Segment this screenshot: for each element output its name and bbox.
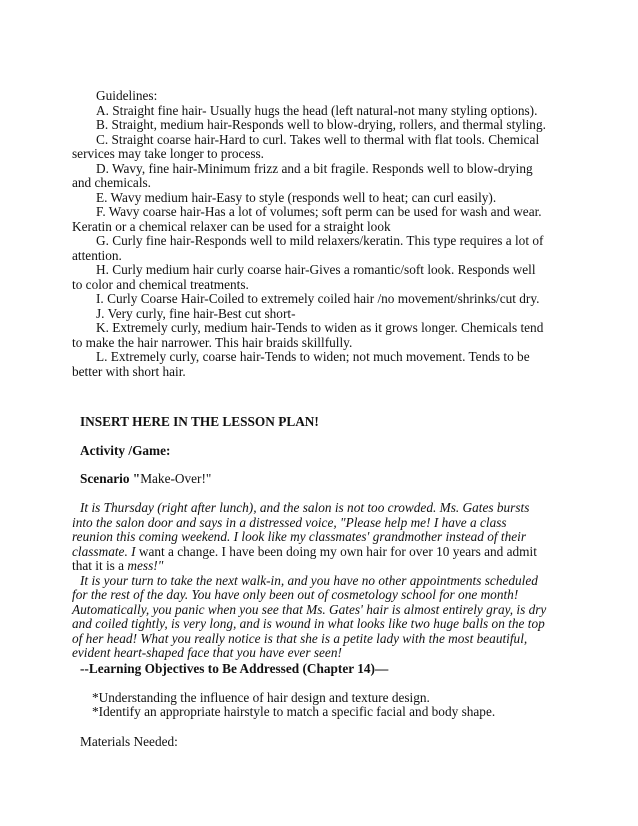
guideline-item-k: K. Extremely curly, medium hair-Tends to widen as it grows longer. Chemicals tend to make the hair narrower. This hair braids skillfully. bbox=[72, 320, 544, 350]
scenario-body bbox=[72, 501, 548, 661]
activity-heading: Activity /Game: bbox=[80, 443, 171, 458]
materials-heading: Materials Needed: bbox=[80, 734, 178, 749]
objective-item-1: *Understanding the influence of hair design and texture design. bbox=[92, 689, 430, 705]
guideline-item-a: A. Straight fine hair- Usually hugs the head (left natural-not many styling options). bbox=[96, 102, 538, 118]
guideline-item-b: B. Straight, medium hair-Responds well to blow-drying, rollers, and thermal styling. bbox=[96, 117, 546, 132]
scenario-paragraph-2: It is your turn to take the next walk-in, and you have no other appointments scheduled for the rest of the day. You have only been out of cosmetology school for one month! Automatically, you panic when you see that Ms. Gates' hair is almost entirely gray, is dry and coiled tightly, is very long, and is wound in what looks like two huge balls on the top of her head! What you really notice is that she is a petite lady with the most beautiful, evident heart-shaped face that you have ever seen! bbox=[72, 572, 547, 660]
guideline-item-i: I. Curly Coarse Hair-Coiled to extremely coiled hair /no movement/shrinks/cut dry. bbox=[96, 291, 540, 306]
guideline-item-h: H. Curly medium hair curly coarse hair-Gives a romantic/soft look. Responds well to color and chemical treatments. bbox=[72, 262, 536, 292]
guideline-item-f: F. Wavy coarse hair-Has a lot of volumes; soft perm can be used for wash and wear. Keratin or a chemical relaxer can be used for a straight look bbox=[72, 204, 542, 234]
activity-block bbox=[72, 444, 548, 459]
guidelines-section bbox=[72, 89, 548, 379]
scenario-heading bbox=[72, 472, 548, 487]
insert-note: INSERT HERE IN THE LESSON PLAN! bbox=[80, 414, 319, 429]
scenario-title: Make-Over!" bbox=[140, 471, 212, 486]
guideline-item-l: L. Extremely curly, coarse hair-Tends to widen; not much movement. Tends to be better with short hair. bbox=[72, 349, 530, 379]
insert-note-block bbox=[72, 415, 548, 430]
scenario-paragraph-1-normal: want a change. I have been doing my own hair for over 10 years and admit that it is a bbox=[72, 543, 537, 573]
scenario-paragraph-1-end: mess!" bbox=[127, 558, 164, 573]
guideline-item-c: C. Straight coarse hair-Hard to curl. Takes well to thermal with flat tools. Chemical services may take longer to process. bbox=[72, 131, 540, 161]
guideline-item-j: J. Very curly, fine hair-Best cut short- bbox=[96, 305, 296, 321]
scenario-heading-block bbox=[72, 472, 548, 487]
scenario-paragraph-1-italic: It is Thursday (right after lunch), and the salon is not too crowded. Ms. Gates bursts into the salon door and says in a distressed voice, "Please help me! I have a class reunion this coming weekend. I look like my classmates' grandmother instead of their classmate. I bbox=[72, 500, 530, 559]
objectives-section bbox=[72, 662, 548, 720]
materials-block bbox=[72, 735, 548, 750]
guideline-item-g: G. Curly fine hair-Responds well to mild relaxers/keratin. This type requires a lot of attention. bbox=[72, 233, 544, 263]
scenario-paragraph-1 bbox=[72, 501, 548, 574]
objective-item-2: *Identify an appropriate hairstyle to match a specific facial and body shape. bbox=[92, 704, 496, 719]
scenario-label: Scenario " bbox=[80, 471, 141, 486]
guidelines-heading: Guidelines: bbox=[96, 88, 158, 103]
guideline-item-d: D. Wavy, fine hair-Minimum frizz and a bit fragile. Responds well to blow-drying and chemicals. bbox=[72, 160, 533, 190]
guideline-item-e: E. Wavy medium hair-Easy to style (responds well to heat; can curl easily). bbox=[96, 189, 497, 205]
objectives-heading: --Learning Objectives to Be Addressed (Chapter 14)— bbox=[80, 661, 389, 676]
